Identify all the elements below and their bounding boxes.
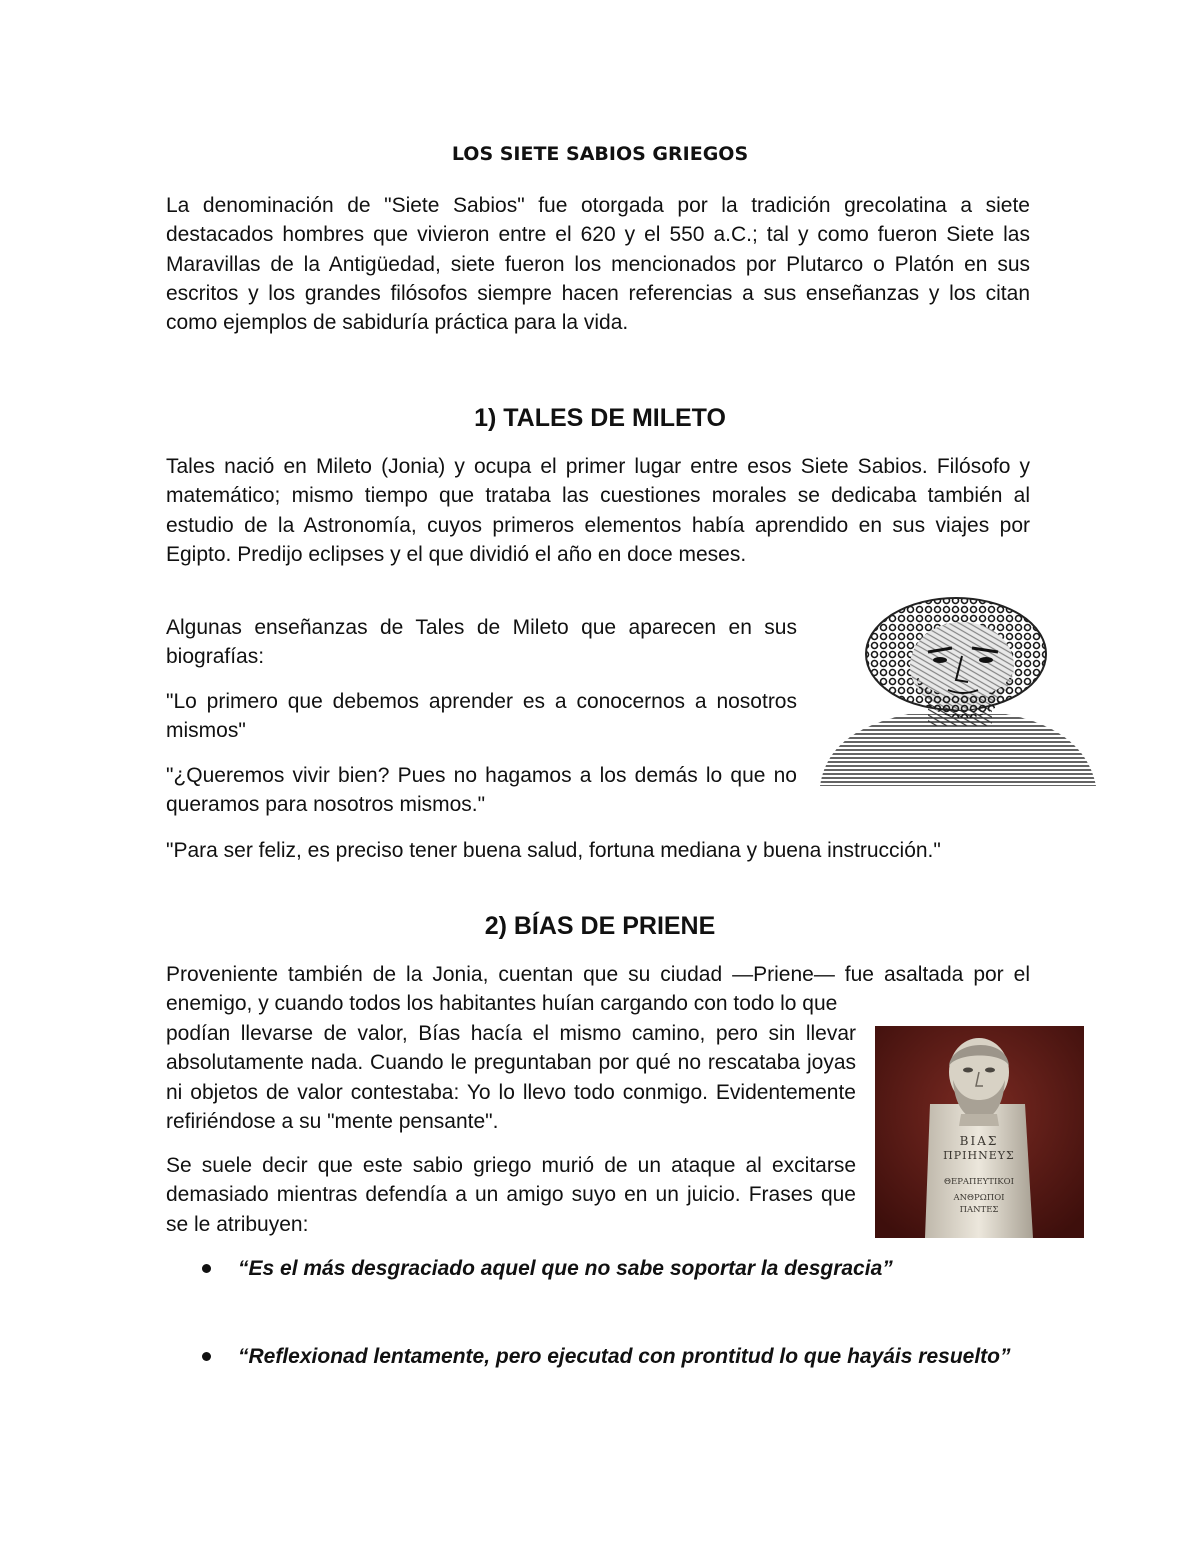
bias-quote-1: “Es el más desgraciado aquel que no sabe soportar la desgracia” bbox=[238, 1257, 893, 1280]
tales-portrait-image bbox=[816, 596, 1098, 790]
tales-paragraph: Tales nació en Mileto (Jonia) y ocupa el primer lugar entre esos Siete Sabios. Filósofo y matemático; mismo tiempo que trataba las cuestiones morales se dedicaba también al estudio de la Astronomía, cuyos primeros elementos había aprendido en sus viajes por Egipto. Predijo eclipses y el que dividió el año en doce meses. bbox=[166, 455, 1030, 566]
bias-portrait-image bbox=[875, 1026, 1084, 1238]
bias-paragraph-1: Proveniente también de la Jonia, cuentan que su ciudad —Priene— fue asaltada por el enemigo, y cuando todos los habitantes huían cargando con todo lo que bbox=[166, 963, 1030, 1016]
bias-inscription bbox=[925, 1134, 1033, 1216]
bias-quote-bullet-2 bbox=[196, 1342, 1030, 1371]
section-heading-tales: 1) TALES DE MILETO bbox=[474, 404, 726, 432]
inscription-line-3: ΘΕΡΑΠΕΥΤΙΚΟΙ bbox=[944, 1177, 1014, 1187]
inscription-line-1: ΒΙΑΣ bbox=[959, 1134, 999, 1148]
inscription-line-4: ΑΝΘΡΩΠΟΙ bbox=[953, 1193, 1005, 1203]
bullet-dot-icon bbox=[202, 1264, 211, 1273]
section-heading-bias: 2) BÍAS DE PRIENE bbox=[484, 912, 716, 940]
tales-quote-3: "Para ser feliz, es preciso tener buena salud, fortuna mediana y buena instrucción." bbox=[166, 839, 941, 862]
bias-quote-bullet-1 bbox=[196, 1254, 1030, 1283]
document-title: LOS SIETE SABIOS GRIEGOS bbox=[451, 143, 749, 165]
bias-quote-2: “Reflexionad lentamente, pero ejecutad con prontitud lo que hayáis resuelto” bbox=[238, 1345, 1011, 1368]
bias-paragraph-2: Se suele decir que este sabio griego murió de un ataque al excitarse demasiado mientras defendía a un amigo suyo en un juicio. Frases que se le atribuyen: bbox=[166, 1154, 856, 1236]
bullet-dot-icon bbox=[202, 1352, 211, 1361]
tales-teachings-intro: Algunas enseñanzas de Tales de Mileto que aparecen en sus biografías: bbox=[166, 616, 797, 669]
tales-quote-2: "¿Queremos vivir bien? Pues no hagamos a los demás lo que no queramos para nosotros mismos." bbox=[166, 764, 797, 817]
intro-paragraph: La denominación de "Siete Sabios" fue otorgada por la tradición grecolatina a siete destacados hombres que vivieron entre el 620 y el 550 a.C.; tal y como fueron Siete las Maravillas de la Antigüedad, siete fueron los mencionados por Plutarco o Platón en sus escritos y los grandes filósofos siempre hacen referencias a sus enseñanzas y los citan como ejemplos de sabiduría práctica para la vida. bbox=[166, 194, 1030, 335]
inscription-line-2: ΠΡΙΗΝΕΥΣ bbox=[943, 1149, 1015, 1162]
tales-quote-1: "Lo primero que debemos aprender es a conocernos a nosotros mismos" bbox=[166, 690, 797, 743]
bias-paragraph-1-continued: podían llevarse de valor, Bías hacía el mismo camino, pero sin llevar absolutamente nada. Cuando le preguntaban por qué no rescataba joyas ni objetos de valor contestaba: Yo lo llevo todo conmigo. Evidentemente refiriéndose a su "mente pensante". bbox=[166, 1022, 856, 1133]
inscription-line-5: ΠΑΝΤΕΣ bbox=[959, 1205, 999, 1215]
